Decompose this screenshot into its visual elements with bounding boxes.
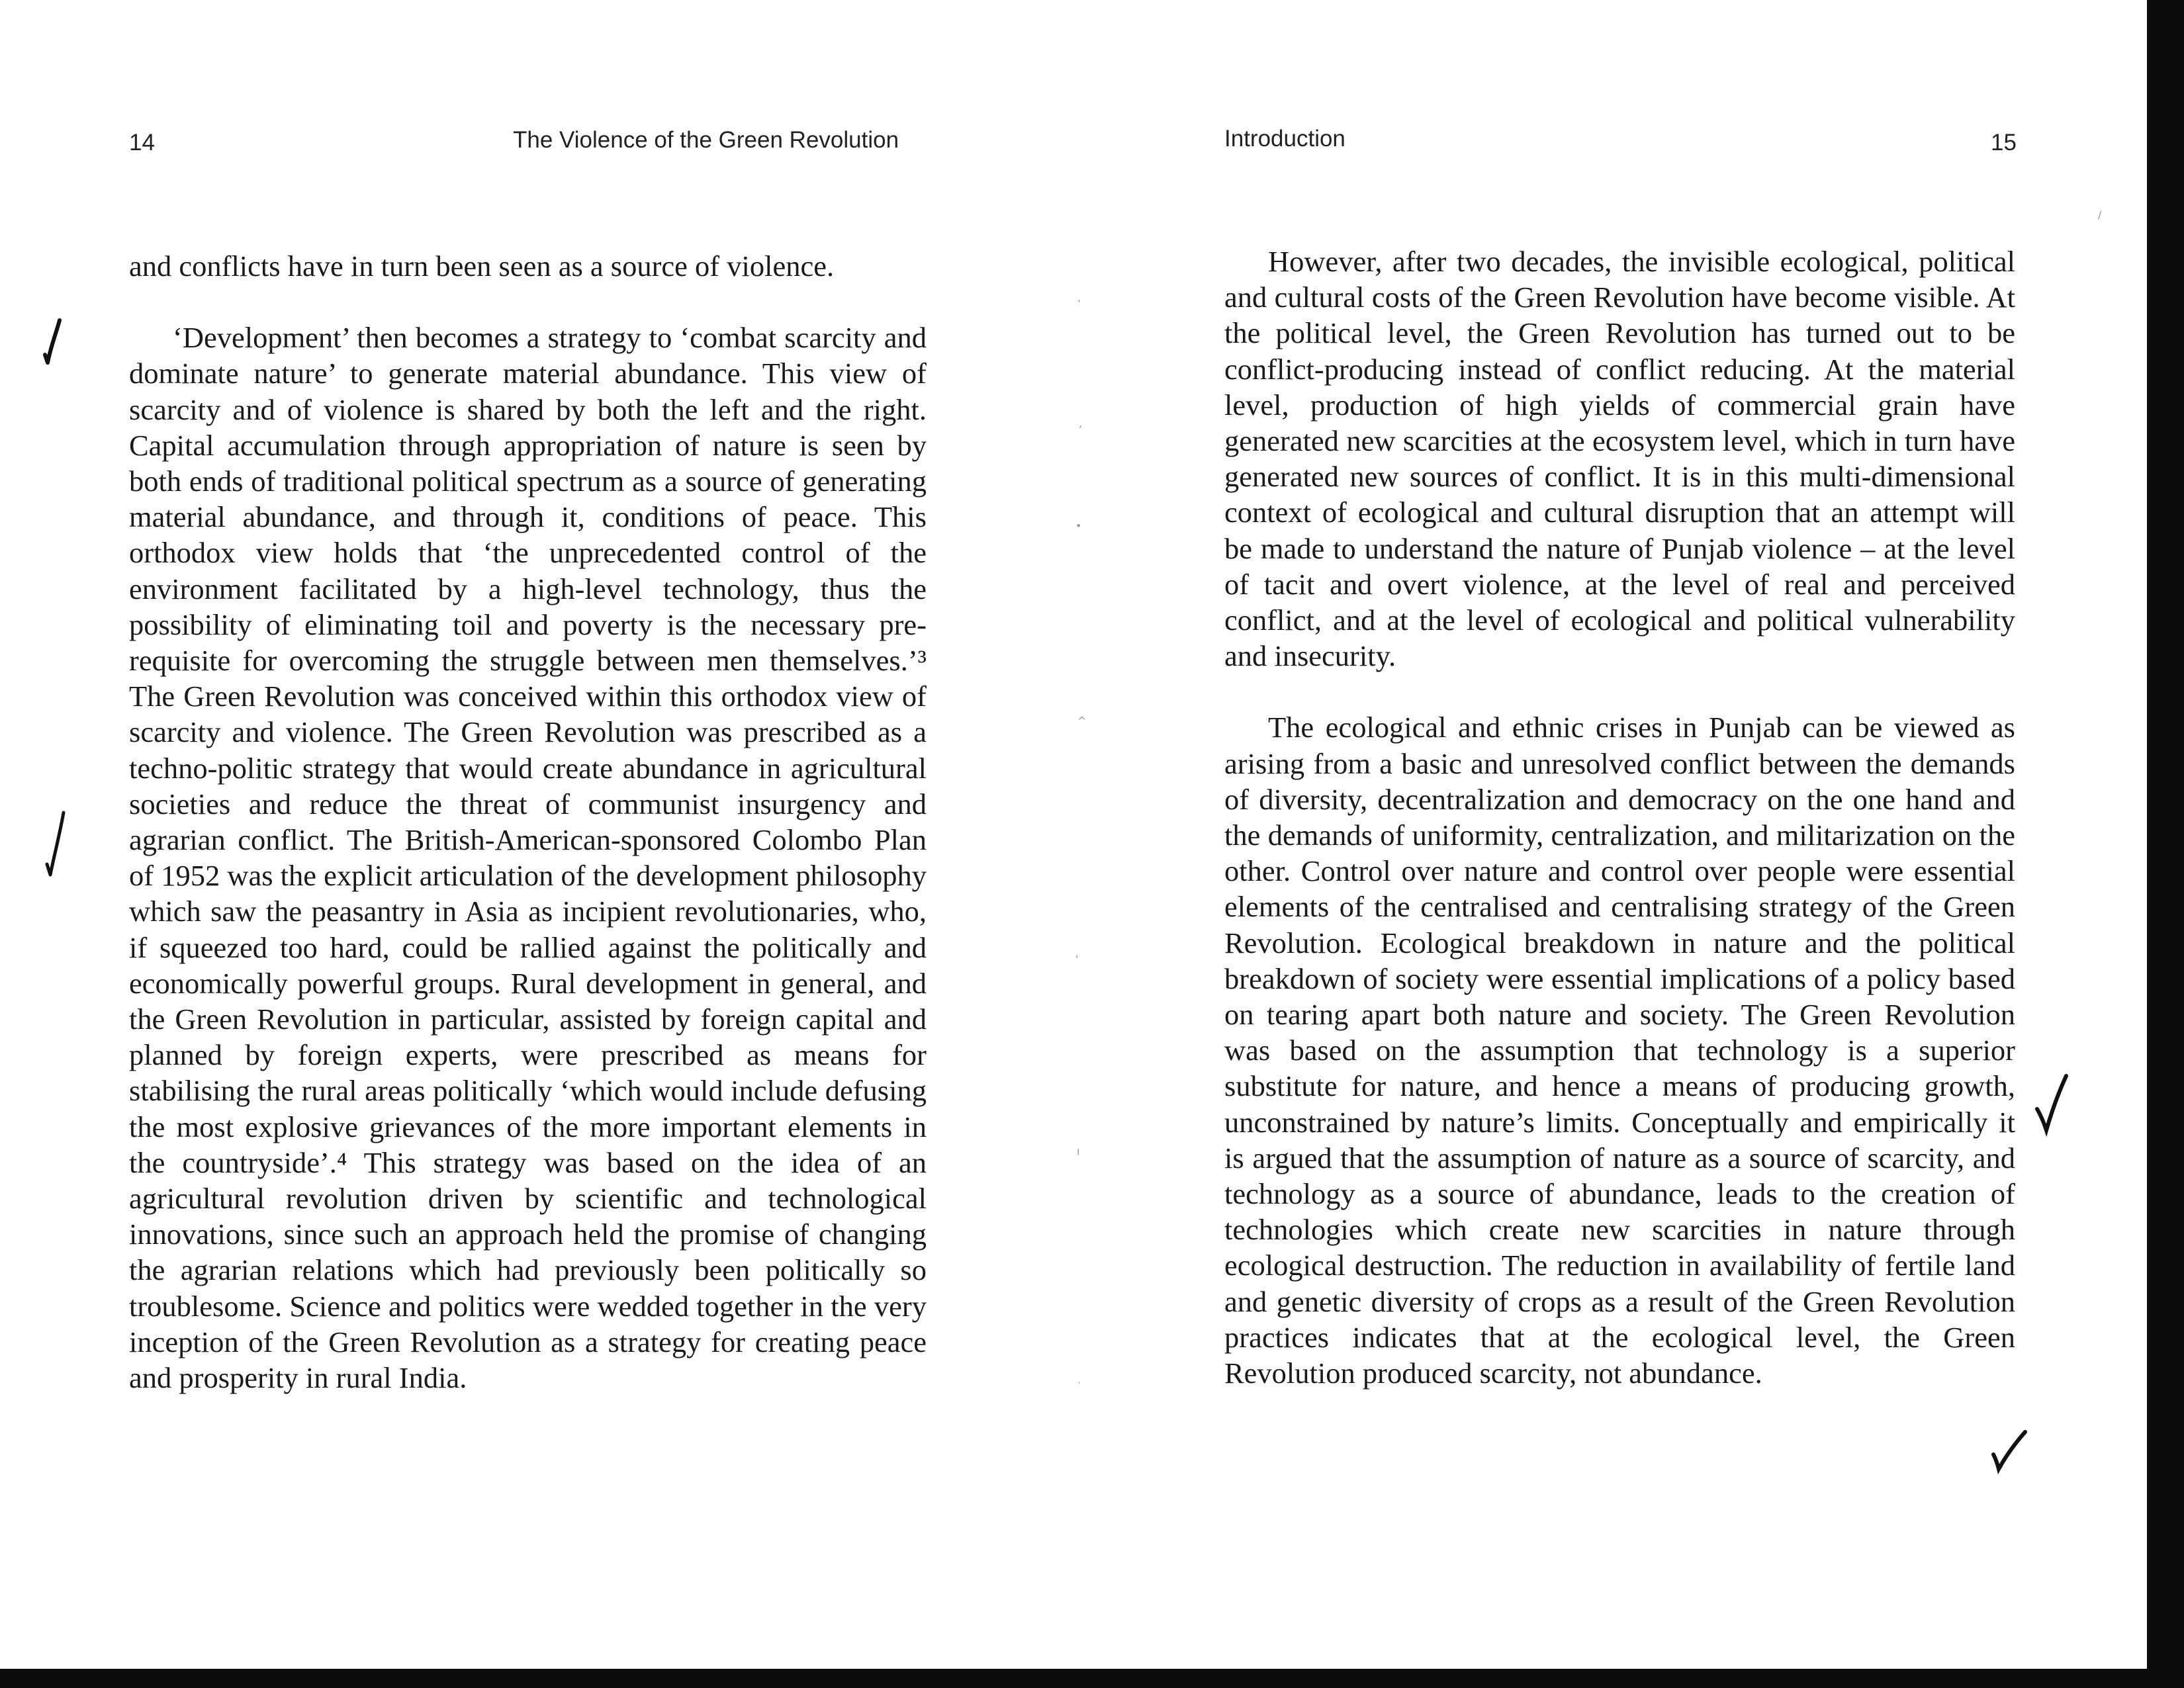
right-page-number: 15 [1991,130,2017,155]
gutter-speck: • [1075,519,1082,532]
check-mark-icon [41,809,74,881]
left-page-body [129,248,927,1396]
left-running-head: The Violence of the Green Revolution [513,127,899,153]
gutter-speck: · [1077,1376,1081,1389]
gutter-speck: ı [1077,1145,1080,1157]
left-paragraph-1: and conflicts have in turn been seen as a source of violence. [129,249,835,283]
check-mark-icon [1989,1428,2029,1474]
gutter-speck: ' [1075,953,1079,965]
gutter-speck: / [2098,208,2102,221]
left-paragraph-2: ‘Development’ then becomes a strategy to ‘combat scarcity and dominate nature’ to generate material abundance. This view of scarcity and of violence is shared by both the left and the right. Capital accumulation through appropriation of nature is seen by both ends of traditional political spectrum as a source of generating material abundance, and through it, conditions of peace. This orthodox view holds that ‘the unprecedented control of the environment facilitated by a high-level technology, thus the possibility of eliminating toil and poverty is the necessary pre-requisite for overcoming the struggle between men themselves.’³ The Green Revolution was conceived within this orthodox view of scarcity and violence. The Green Revolution was prescribed as a techno-politic strategy that would create abundance in agricultural societies and reduce the threat of communist insurgency and agrarian conflict. The British-American-sponsored Colombo Plan of 1952 was the explicit articulation of the development philosophy which saw the peasantry in Asia as incipient revolutionaries, who, if squeezed too hard, could be rallied against the politically and economically powerful groups. Rural development in general, and the Green Revolution in particular, assisted by foreign capital and planned by foreign experts, were prescribed as means for stabilising the rural areas politically ‘which would include defusing the most explosive grievances of the more important elements in the countryside’.⁴ This strategy was based on the idea of an agricultural revolution driven by scientific and technological innovations, since such an approach held the promise of changing the agrarian relations which had previously been politically so troublesome. Science and politics were wedded together in the very inception of the Green Revolution as a strategy for creating peace and prosperity in rural India. [129,321,927,1395]
scan-bottom-edge [0,1669,2184,1688]
right-paragraph-2: The ecological and ethnic crises in Punjab can be viewed as arising from a basic and unresolved conflict between the demands of diversity, decentralization and democracy on the one hand and the demands of uniformity, centralization, and militarization on the other. Control over nature and control over people were essential elements of the centralised and centralising strategy of the Green Revolution. Ecological breakdown in nature and the political breakdown of society were essential implications of a policy based on tearing apart both nature and society. The Green Revolution was based on the assumption that technology is a superior substitute for nature, and hence a means of producing growth, unconstrained by nature’s limits. Conceptually and empirically it is argued that the assumption of nature as a source of scarcity, and technology as a source of abundance, leads to the creation of technologies which create new scarcities in nature through ecological destruction. The reduction in availability of fertile land and genetic diversity of crops as a result of the Green Revolution practices indicates that at the ecological level, the Green Revolution produced scarcity, not abundance. [1224,711,2015,1390]
left-page-number: 14 [129,130,155,155]
right-running-head: Introduction [1224,126,1345,152]
check-mark-icon [2032,1072,2071,1138]
gutter-speck: , [1079,417,1083,429]
gutter-speck: , [1077,291,1081,304]
scan-right-edge [2147,0,2184,1688]
gutter-speck: ^ [1077,715,1087,727]
right-page-body [1224,244,2015,1391]
right-paragraph-1: However, after two decades, the invisible ecological, political and cultural costs of the Green Revolution have become visible. At the political level, the Green Revolution has turned out to be conflict-producing instead of conflict reducing. At the material level, production of high yields of commercial grain have generated new scarcities at the ecosystem level, which in turn have generated new sources of conflict. It is in this multi-dimensional context of ecological and cultural disruption that an attempt will be made to understand the nature of Punjab violence – at the level of tacit and overt violence, at the level of real and perceived conflict, and at the level of ecological and political vulnerability and insecurity. [1224,245,2015,673]
check-mark-icon [40,316,73,369]
